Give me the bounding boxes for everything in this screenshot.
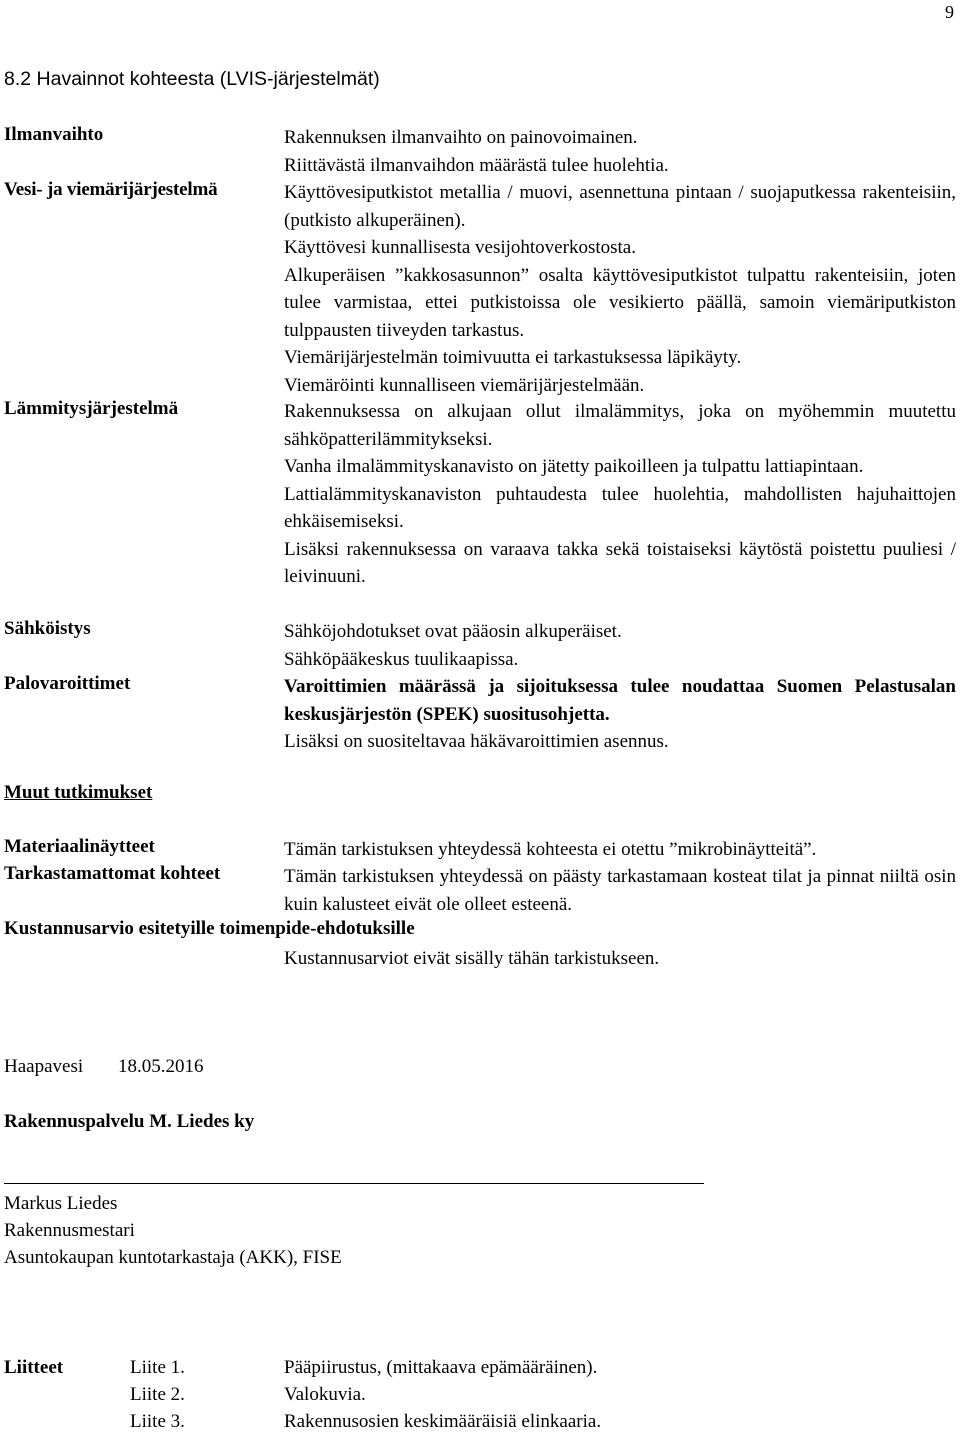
signature-date: 18.05.2016: [118, 1056, 204, 1077]
page-number: 9: [945, 2, 954, 22]
section-label: Vesi- ja viemärijärjestelmä: [4, 179, 218, 200]
paragraph: Riittävästä ilmanvaihdon määrästä tulee huolehtia.: [284, 154, 669, 176]
section-content: [284, 124, 956, 179]
section-content: [284, 398, 956, 591]
paragraph: Vanha ilmalämmityskanavisto on jätetty paikoilleen ja tulpattu lattiapintaan.: [284, 456, 864, 477]
signature-line: [4, 1183, 704, 1184]
company-name: Rakennuspalvelu M. Liedes ky: [4, 1111, 255, 1132]
section-content: [284, 945, 956, 973]
section-label: Lämmitysjärjestelmä: [4, 398, 179, 419]
signer-name: Markus Liedes: [4, 1193, 118, 1214]
paragraph: Käyttövesiputkistot metallia / muovi, asennettuna pintaan / suojaputkessa rakenteisiin, (putkisto alkuperäinen).: [284, 182, 956, 231]
section-label: Sähköistys: [4, 618, 91, 639]
section-content: [284, 836, 956, 864]
paragraph: Sähköpääkeskus tuulikaapissa.: [284, 648, 519, 670]
other-studies-heading: Muut tutkimukset: [4, 782, 153, 803]
section-heading: 8.2 Havainnot kohteesta (LVIS-järjestelmät): [4, 68, 380, 90]
paragraph: Alkuperäisen ”kakkosasunnon” osalta käyttövesiputkistot tulpattu rakenteisiin, joten tulee varmistaa, ettei putkistoissa ole vesikierto päällä, samoin viemäriputkiston tulppausten tiiveyden tarkastus.: [284, 264, 956, 341]
paragraph: Viemäröinti kunnalliseen viemärijärjestelmään.: [284, 374, 645, 396]
section-content: [284, 618, 956, 673]
paragraph: Käyttövesi kunnallisesta vesijohtoverkostosta.: [284, 237, 636, 258]
paragraph: Lisäksi on suositeltavaa häkävaroittimien asennus.: [284, 731, 669, 752]
attachment-id: Liite 1.: [130, 1357, 185, 1378]
section-content: [284, 863, 956, 918]
section-label: Palovaroittimet: [4, 673, 131, 694]
attachment-description: Pääpiirustus, (mittakaava epämääräinen).: [284, 1357, 598, 1378]
paragraph: Sähköjohdotukset ovat pääosin alkuperäiset.: [284, 621, 622, 642]
paragraph: Tämän tarkistuksen yhteydessä on päästy tarkastamaan kosteat tilat ja pinnat niiltä osin kuin kalusteet eivät ole olleet esteenä.: [284, 866, 956, 915]
section-content: [284, 673, 956, 756]
section-content: [284, 179, 956, 399]
attachment-id: Liite 3.: [130, 1411, 185, 1432]
paragraph-bold: Varoittimien määrässä ja sijoituksessa tulee noudattaa Suomen Pelastusalan keskusjärjestön (SPEK) suositusohjetta.: [284, 676, 956, 725]
paragraph: Lisäksi rakennuksessa on varaava takka sekä toistaiseksi käytöstä poistettu puuliesi / leivinuuni.: [284, 538, 956, 587]
paragraph: Rakennuksen ilmanvaihto on painovoimainen.: [284, 127, 638, 148]
signer-title: Rakennusmestari: [4, 1220, 135, 1241]
attachment-description: Rakennusosien keskimääräisiä elinkaaria.: [284, 1411, 602, 1432]
attachment-description: Valokuvia.: [284, 1384, 366, 1405]
attachment-id: Liite 2.: [130, 1384, 185, 1405]
paragraph: Rakennuksessa on alkujaan ollut ilmalämmitys, joka on myöhemmin muutettu sähköpatterilämmitykseksi.: [284, 401, 956, 450]
paragraph: Lattialämmityskanaviston puhtaudesta tulee huolehtia, mahdollisten hajuhaittojen ehkäisemiseksi.: [284, 483, 956, 532]
signature-place: Haapavesi: [4, 1056, 84, 1077]
section-label: Materiaalinäytteet: [4, 836, 155, 857]
signer-role: Asuntokaupan kuntotarkastaja (AKK), FISE: [4, 1247, 342, 1268]
section-label: Tarkastamattomat kohteet: [4, 863, 221, 884]
section-label: Ilmanvaihto: [4, 124, 104, 145]
paragraph: Kustannusarviot eivät sisälly tähän tarkistukseen.: [284, 948, 660, 969]
paragraph: Viemärijärjestelmän toimivuutta ei tarkastuksessa läpikäyty.: [284, 347, 742, 368]
attachments-label: Liitteet: [4, 1357, 64, 1378]
section-label: Kustannusarvio esitetyille toimenpide-ehdotuksille: [4, 918, 415, 939]
paragraph: Tämän tarkistuksen yhteydessä kohteesta ei otettu ”mikrobinäytteitä”.: [284, 839, 817, 860]
